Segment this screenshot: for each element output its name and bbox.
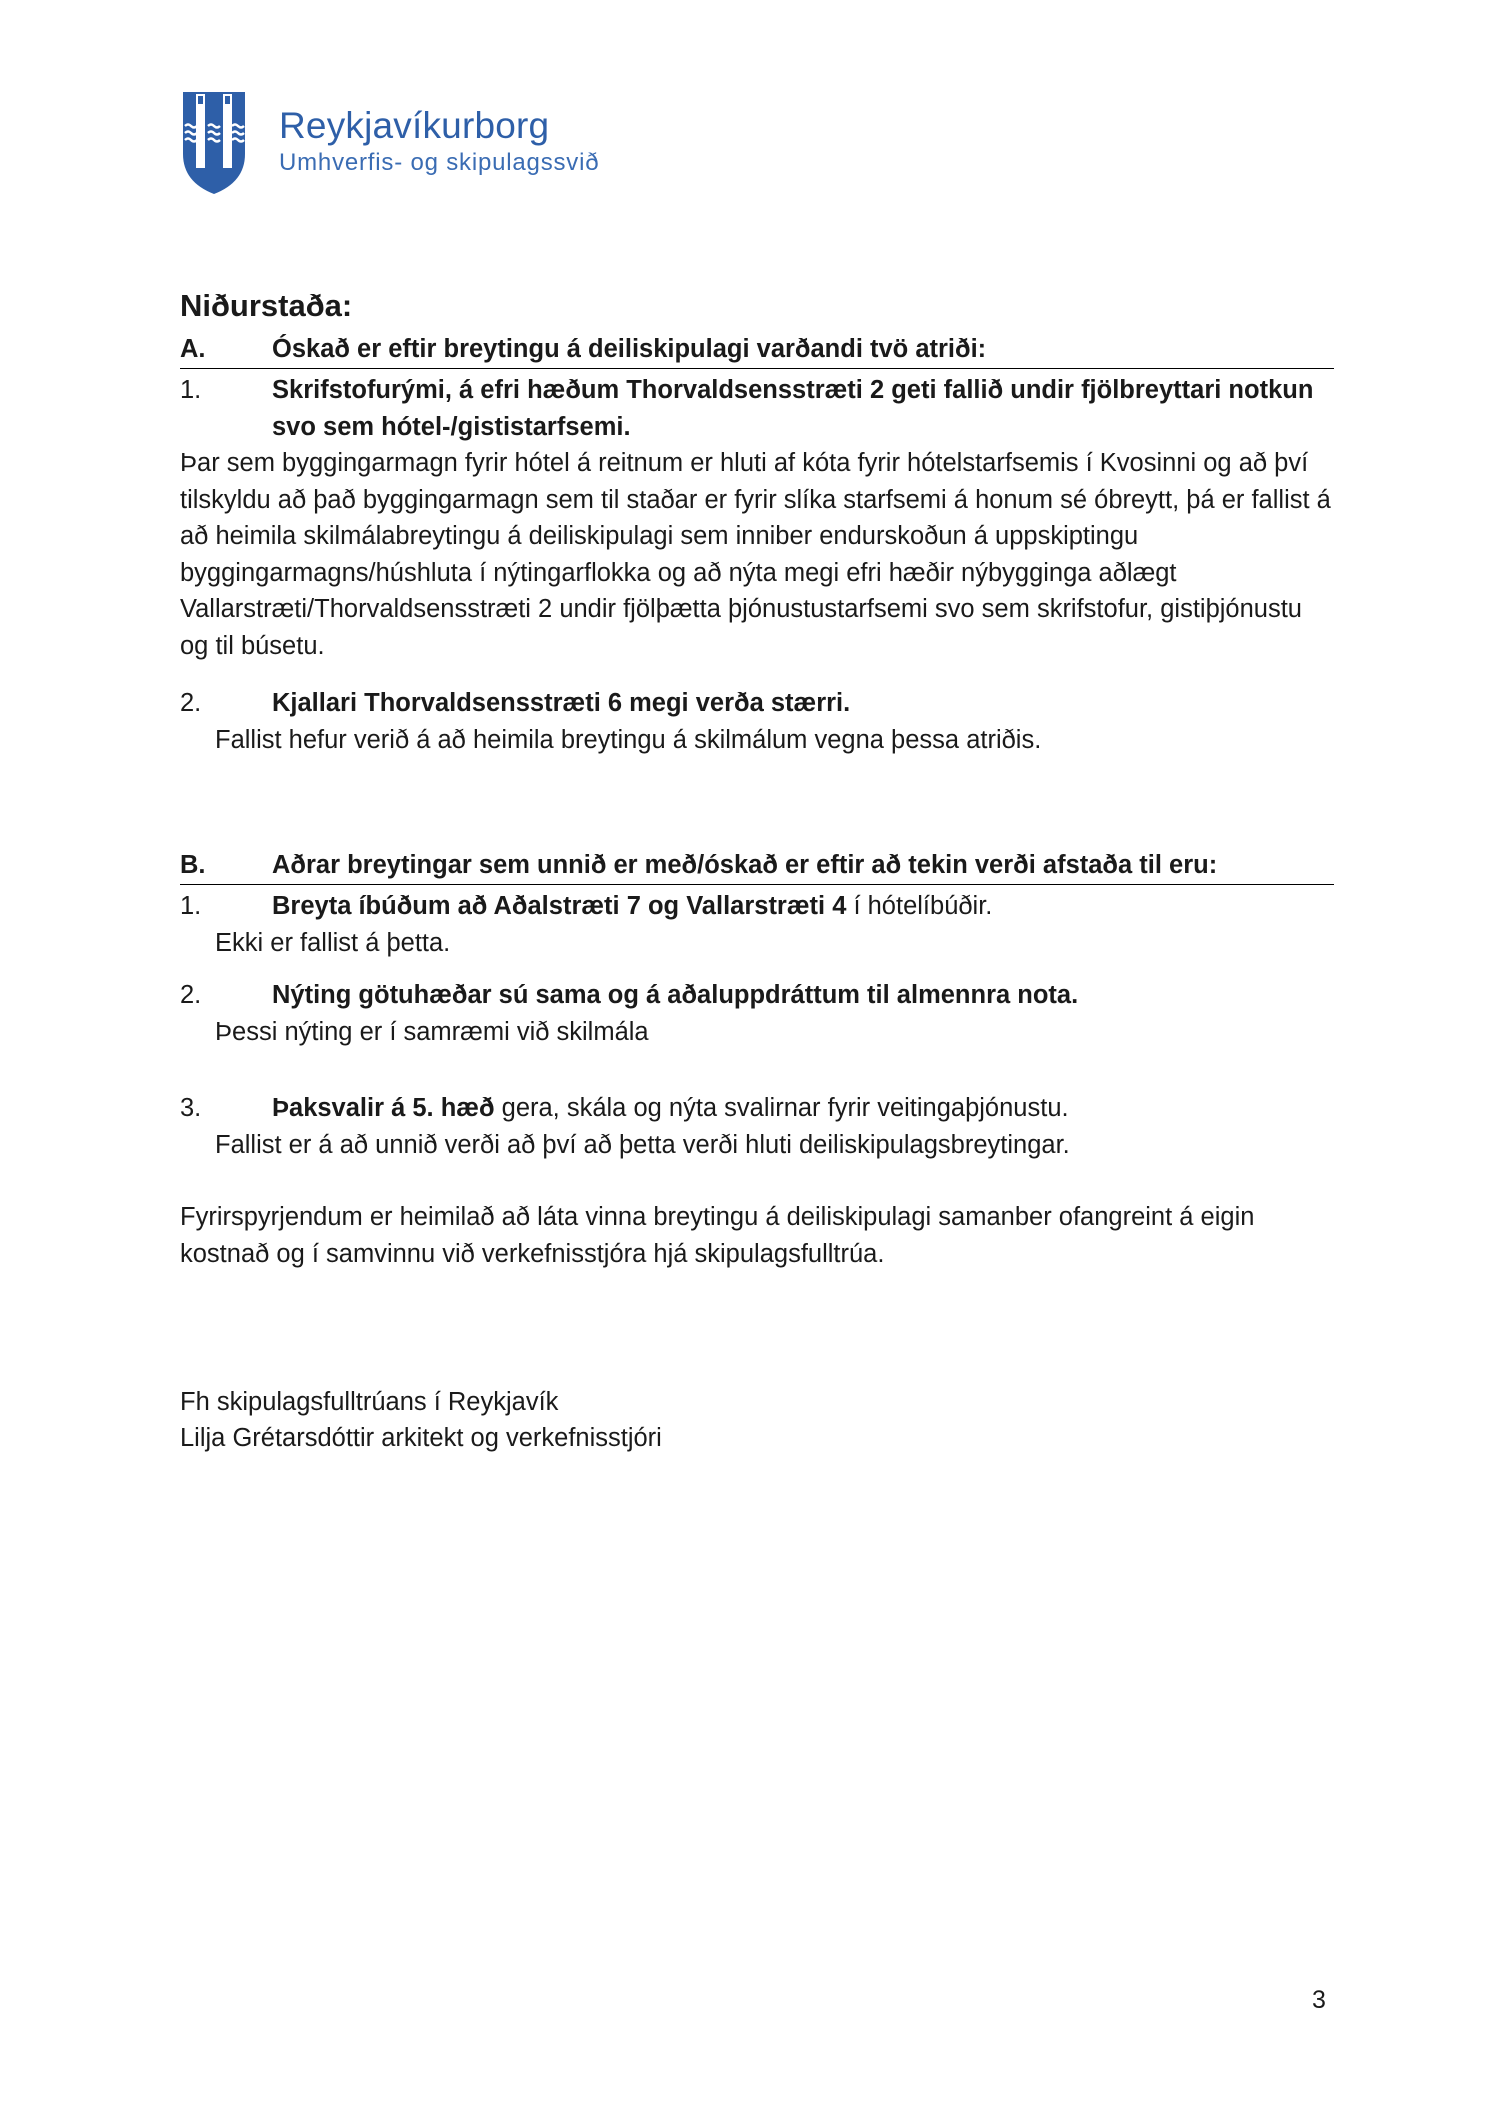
item-bold-text: Nýting götuhæðar sú sama og á aðaluppdráttum til almennra nota. [272, 981, 1079, 1009]
item-number: 2. [180, 689, 202, 717]
signature-line-1: Fh skipulagsfulltrúans í Reykjavík [180, 1388, 559, 1416]
reykjavik-coat-of-arms-logo [181, 90, 247, 196]
item-heading: Kjallari Thorvaldsensstræti 6 megi verða stærri. [272, 689, 851, 717]
signature-line-2: Lilja Grétarsdóttir arkitekt og verkefnisstjóri [180, 1424, 662, 1452]
page-title: Niðurstaða: [180, 288, 353, 323]
item-number: 3. [180, 1094, 202, 1122]
section-a-label: A. [180, 335, 206, 363]
section-a-item-1-paragraph: Þar sem byggingarmagn fyrir hótel á reitnum er hluti af kóta fyrir hótelstarfsemis í Kvosinni og að því tilskyldu að það byggingarmagn sem til staðar er fyrir slíka starfsemi á honum sé óbreytt, þá er fallist á að heimila skilmálabreytingu á deiliskipulagi sem inniber endurskoðun á uppskiptingu byggingarmagns/húshluta í nýtingarflokka og að nýta megi efri hæðir nýbygginga aðlægt Vallarstræti/Thorvaldsensstræti 2 undir fjölþætta þjónustustarfsemi svo sem skrifstofur, gistiþjónustu og til búsetu. [180, 449, 1331, 660]
section-b-item-1-note: Ekki er fallist á þetta. [215, 929, 451, 957]
item-text: gera, skála og nýta svalirnar fyrir veitingaþjónustu. [494, 1094, 1069, 1122]
org-name: Reykjavíkurborg [279, 105, 550, 146]
section-b-item-2 [180, 977, 1334, 1014]
section-b-label: B. [180, 851, 206, 879]
item-heading: Skrifstofurými, á efri hæðum Thorvaldsensstræti 2 geti fallið undir fjölbreyttari notkun svo sem hótel-/gististarfsemi. [272, 376, 1314, 441]
section-a-title: Óskað er eftir breytingu á deiliskipulagi varðandi tvö atriði: [272, 335, 987, 363]
section-b-item-3-note: Fallist er á að unnið verði að því að þetta verði hluti deiliskipulagsbreytingar. [215, 1131, 1070, 1159]
brand-block [279, 104, 599, 178]
item-bold-text: Breyta íbúðum að Aðalstræti 7 og Vallarstræti 4 [272, 892, 847, 920]
item-bold-text: Þaksvalir á 5. hæð [272, 1094, 495, 1122]
section-a-heading [180, 332, 1334, 369]
item-number: 1. [180, 376, 202, 404]
section-a-item-1 [180, 372, 1334, 445]
section-a-item-2 [180, 685, 1334, 722]
section-b-item-3 [180, 1090, 1334, 1127]
closing-paragraph: Fyrirspyrjendum er heimilað að láta vinna breytingu á deiliskipulagi samanber ofangreint á eigin kostnað og í samvinnu við verkefnisstjóra hjá skipulagsfulltrúa. [180, 1203, 1255, 1268]
section-b-item-1 [180, 888, 1334, 925]
page-number: 3 [1312, 1986, 1326, 2014]
section-b-heading [180, 848, 1334, 885]
section-a-item-2-note: Fallist hefur verið á að heimila breytingu á skilmálum vegna þessa atriðis. [215, 726, 1042, 754]
department-name: Umhverfis- og skipulagssvið [279, 149, 600, 176]
item-number: 2. [180, 981, 202, 1009]
section-b-title: Aðrar breytingar sem unnið er með/óskað er eftir að tekin verði afstaða til eru: [272, 851, 1218, 879]
item-text: í hótelíbúðir. [846, 892, 993, 920]
section-b-item-2-note: Þessi nýting er í samræmi við skilmála [215, 1018, 649, 1046]
item-number: 1. [180, 892, 202, 920]
